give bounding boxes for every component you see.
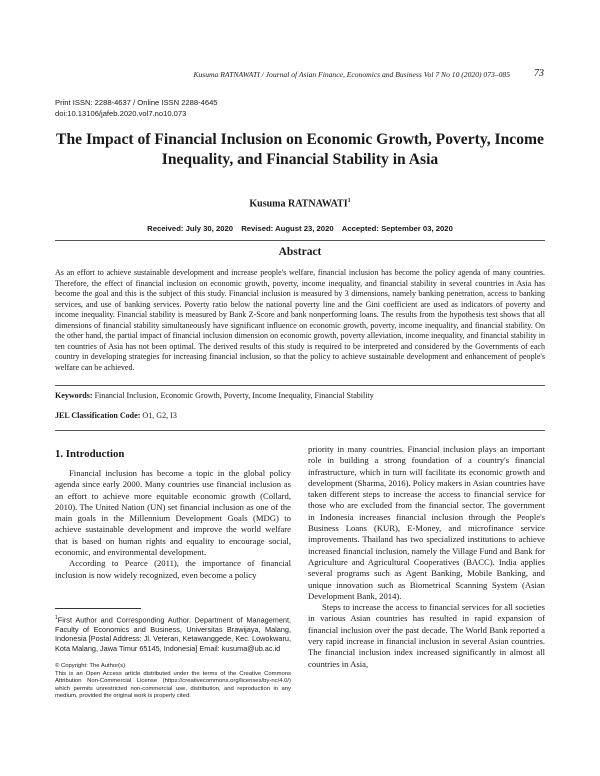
running-header: Kusuma RATNAWATI / Journal of Asian Finance, Economics and Business Vol 7 No 10 (2020) 073–085 bbox=[193, 70, 510, 79]
divider-abstract bbox=[55, 385, 545, 386]
intro-paragraph-2: According to Pearce (2011), the importance of financial inclusion is now widely recognized, even become a policy bbox=[55, 558, 291, 580]
paper-title bbox=[55, 130, 545, 170]
abstract-heading: Abstract bbox=[278, 246, 322, 258]
issn-line: Print ISSN: 2288-4637 / Online ISSN 2288-4645 bbox=[55, 98, 218, 107]
divider-top bbox=[55, 240, 545, 241]
copyright-block bbox=[55, 663, 291, 701]
author bbox=[55, 198, 545, 209]
jel-codes bbox=[55, 411, 545, 422]
submission-dates bbox=[55, 224, 545, 233]
revised-date: Revised: August 23, 2020 bbox=[241, 224, 334, 233]
author-mark: 1 bbox=[347, 198, 351, 204]
divider-bottom bbox=[55, 430, 545, 431]
title-line-1: The Impact of Financial Inclusion on Economic Growth, Poverty, Income bbox=[56, 131, 544, 148]
footnote bbox=[55, 614, 291, 653]
footnote-mark: 1 bbox=[55, 615, 58, 621]
intro-paragraph-1: Financial inclusion has become a topic in the global policy agenda since early 2000. Many countries use financial inclusion as an effort to achieve more equitable economic growth (Collard, 2010). The United Nation (UN) set financial inclusion as one of the main goals in the Millennium Development Goals (MDG) to achieve sustainable development and improve the world welfare that is based on human rights and equality to encourage social, economic, and environmental development. bbox=[55, 468, 291, 558]
received-date: Received: July 30, 2020 bbox=[147, 224, 234, 233]
title-line-2: Inequality, and Financial Stability in Asia bbox=[161, 151, 439, 168]
doi-line: doi:10.13106/jafeb.2020.vol7.no10.073 bbox=[55, 108, 187, 118]
right-paragraph-1: priority in many countries. Financial inclusion plays an important role in building a strong foundation of a country's financial infrastructure, which in turn will facilitate its economic growth and development (Sharma, 2016). Policy makers in Asian countries have taken different steps to increase the access to financial service for those who are excluded from the financial sector. The government in Indonesia increases financial inclusion through the People's Business Loans (KUR), E-Money, and microfinance service improvements. Thailand has two specialized institutions to achieve increased financial inclusion, namely the Village Fund and Bank for Agriculture and Agricultural Cooperatives (BACC). India applies several programs such as Agent Banking, Mobile Banking, and unique innovation such as Biometrical Scanning System (Asian Development Bank, 2014). bbox=[308, 444, 545, 601]
keywords-label: Keywords: bbox=[55, 391, 93, 400]
right-paragraph-2: Steps to increase the access to financial services for all societies in various Asian countries has resulted in rapid expansion of financial inclusion over the past decade. The World Bank reported a very rapid increase in financial inclusion in several Asian countries. The financial inclusion index increased significantly in almost all countries in Asia, bbox=[308, 602, 545, 669]
issn-block bbox=[55, 98, 218, 119]
jel-label: JEL Classification Code: bbox=[55, 411, 141, 420]
author-name: Kusuma RATNAWATI bbox=[249, 198, 348, 210]
license-text: This is an Open Access article distributed under the terms of the Creative Commons Attribution Non-Commercial License (https://creativecommons.org/licenses/by-nc/4.0/) which permits unrestricted non-commercial use, distribution, and reproduction in any medium, provided the original work is properly cited. bbox=[55, 670, 291, 699]
copyright-line: © Copyright: The Author(s) bbox=[55, 663, 126, 669]
section-heading: 1. Introduction bbox=[55, 448, 125, 460]
jel-value: O1, G2, I3 bbox=[142, 411, 177, 420]
footnote-text: First Author and Corresponding Author. Department of Management, Faculty of Economics and Business, Universitas Brawijaya, Malang, Indonesia [Postal Address: Jl. Veteran, Ketawanggede, Kec. Lowokwaru, Kota Malang, Jawa Timur 65145, Indonesia] Email: kusuma@ub.ac.id bbox=[55, 615, 291, 653]
left-column bbox=[55, 448, 291, 581]
keywords bbox=[55, 391, 545, 402]
footnote-rule bbox=[55, 608, 141, 609]
abstract-body: As an effort to achieve sustainable development and increase people's welfare, financial inclusion has become the policy agenda of many countries. Therefore, the effect of financial inclusion on economic growth, poverty, income inequality, and financial stability in several countries in Asia has become the goal and this is the subject of this study. Financial inclusion is measured by 3 dimensions, namely banking penetration, access to banking services, and use of banking services. Poverty ratio below the national poverty line and the Gini coefficient are used as indicators of poverty and income inequality. Financial stability is measured by Bank Z-Score and bank nonperforming loans. The results from the hypothesis test shows that all dimensions of financial stability simultaneously have significant influence on economic growth, poverty, income inequality, and financial stability. On the other hand, the partial impact of financial inclusion dimension on economic growth, poverty alleviation, income inequality, and financial stability in ten countries of Asia has not been optimal. The derived results of this study is required to be interpreted and considered by the Governments of each country in developing strategies for increasing financial inclusion, so that the policy to achieve sustainable development and enhancement of people's welfare can be achieved. bbox=[55, 268, 545, 372]
accepted-date: Accepted: September 03, 2020 bbox=[341, 224, 453, 233]
keywords-value: Financial Inclusion, Economic Growth, Poverty, Income Inequality, Financial Stability bbox=[94, 391, 374, 400]
right-column bbox=[308, 444, 545, 670]
page-number: 73 bbox=[534, 68, 544, 79]
